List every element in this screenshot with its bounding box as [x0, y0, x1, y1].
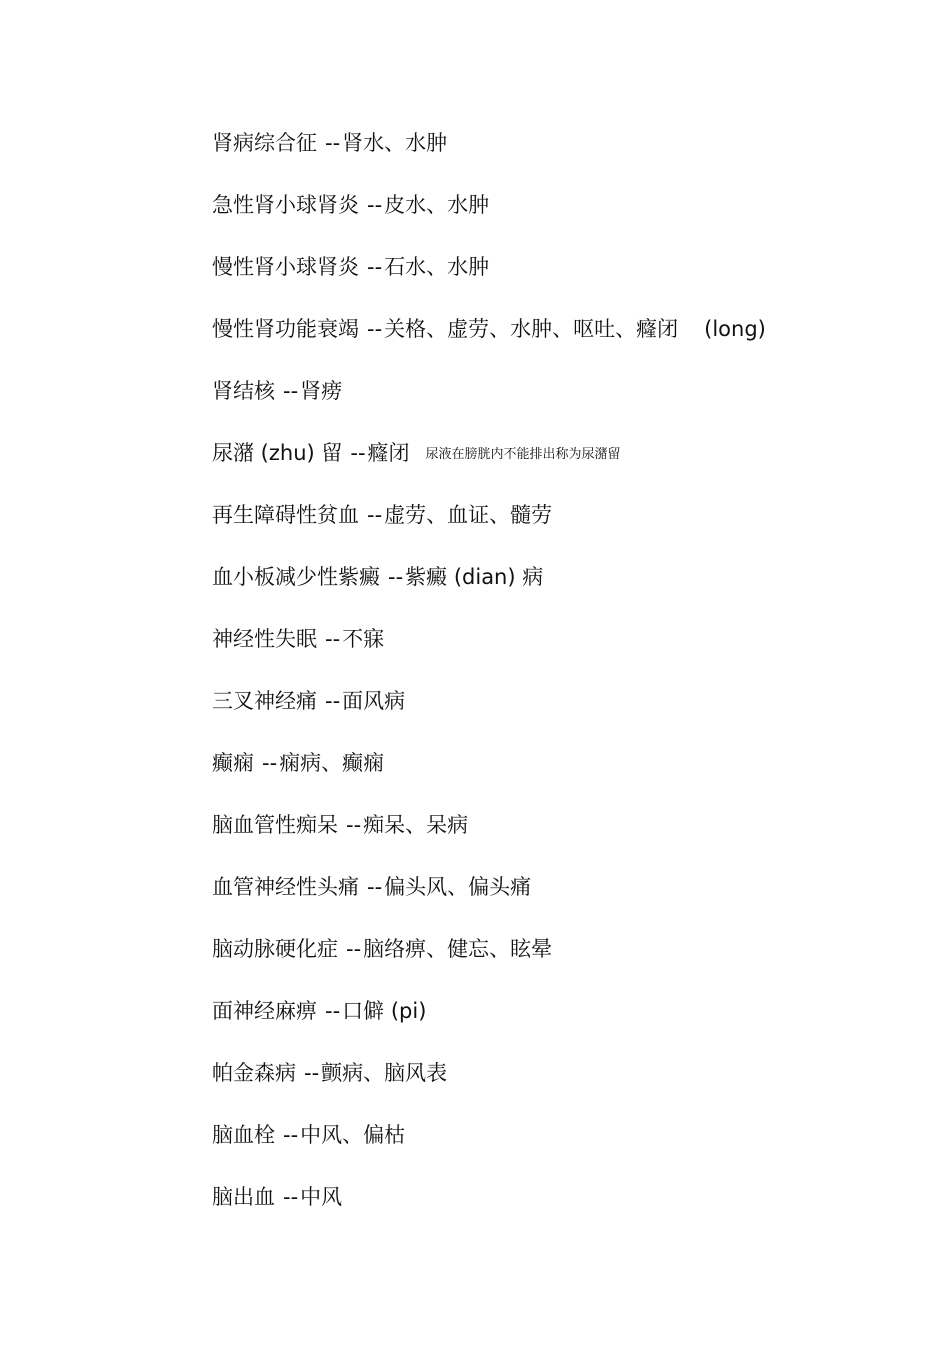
entry-line — [212, 749, 384, 777]
dash-separator: -- — [325, 999, 341, 1023]
tcm-term: 癃闭 — [367, 441, 410, 465]
tcm-term: 口僻 (pi) — [342, 999, 427, 1023]
tcm-term: 不寐 — [342, 627, 385, 651]
explanatory-note: 尿液在膀胱内不能排出称为尿潴留 — [425, 447, 621, 462]
entry-line — [212, 315, 766, 343]
entry-line — [212, 563, 543, 591]
tcm-term: 石水、水肿 — [384, 255, 490, 279]
tcm-term: 皮水、水肿 — [384, 193, 490, 217]
entry-line — [212, 997, 426, 1025]
tcm-term: 中风 — [300, 1185, 343, 1209]
entry-line — [212, 129, 447, 157]
entry-line — [212, 191, 489, 219]
dash-separator: -- — [304, 1061, 320, 1085]
western-term: 癫痫 — [212, 751, 254, 775]
western-term: 帕金森病 — [212, 1061, 296, 1085]
western-term: 慢性肾功能衰竭 — [212, 317, 359, 341]
dash-separator: -- — [350, 441, 366, 465]
tcm-term: 脑络痹、健忘、眩晕 — [363, 937, 553, 961]
dash-separator: -- — [367, 503, 383, 527]
dash-separator: -- — [283, 379, 299, 403]
western-term: 面神经麻痹 — [212, 999, 317, 1023]
western-term: 急性肾小球肾炎 — [212, 193, 359, 217]
entry-line — [212, 1121, 405, 1149]
western-term: 尿潴 (zhu) 留 — [212, 441, 343, 465]
entry-line — [212, 687, 405, 715]
tcm-term: 痴呆、呆病 — [363, 813, 469, 837]
entry-line — [212, 501, 552, 529]
dash-separator: -- — [325, 131, 341, 155]
tcm-term: 肾痨 — [300, 379, 343, 403]
western-term: 血小板减少性紫癜 — [212, 565, 380, 589]
dash-separator: -- — [367, 317, 383, 341]
western-term: 慢性肾小球肾炎 — [212, 255, 359, 279]
dash-separator: -- — [346, 813, 362, 837]
tcm-term: 紫癜 (dian) 病 — [405, 565, 544, 589]
entry-line — [212, 873, 531, 901]
dash-separator: -- — [367, 193, 383, 217]
dash-separator: -- — [325, 627, 341, 651]
tcm-term: 面风病 — [342, 689, 406, 713]
dash-separator: -- — [346, 937, 362, 961]
dash-separator: -- — [367, 255, 383, 279]
entry-line — [212, 377, 342, 405]
tcm-term: 虚劳、血证、髓劳 — [384, 503, 553, 527]
entry-line — [212, 1183, 342, 1211]
dash-separator: -- — [388, 565, 404, 589]
tcm-term: 中风、偏枯 — [300, 1123, 406, 1147]
western-term: 脑血管性痴呆 — [212, 813, 338, 837]
tcm-term: 肾水、水肿 — [342, 131, 448, 155]
western-term: 肾病综合征 — [212, 131, 317, 155]
western-term: 肾结核 — [212, 379, 275, 403]
entry-line — [212, 625, 384, 653]
entry-line — [212, 253, 489, 281]
dash-separator: -- — [283, 1185, 299, 1209]
entry-line — [212, 439, 621, 469]
entry-line — [212, 935, 552, 963]
entry-line — [212, 1059, 447, 1087]
tcm-term: 颤病、脑风表 — [321, 1061, 448, 1085]
tcm-term: 偏头风、偏头痛 — [384, 875, 532, 899]
entry-line — [212, 811, 468, 839]
tcm-term: 关格、虚劳、水肿、呕吐、癃闭 — [384, 317, 679, 341]
dash-separator: -- — [283, 1123, 299, 1147]
tcm-term: 痫病、癫痫 — [279, 751, 385, 775]
western-term: 脑出血 — [212, 1185, 275, 1209]
western-term: 脑血栓 — [212, 1123, 275, 1147]
dash-separator: -- — [367, 875, 383, 899]
western-term: 再生障碍性贫血 — [212, 503, 359, 527]
western-term: 脑动脉硬化症 — [212, 937, 338, 961]
pinyin-annotation: (long) — [704, 317, 766, 341]
western-term: 血管神经性头痛 — [212, 875, 359, 899]
dash-separator: -- — [325, 689, 341, 713]
western-term: 三叉神经痛 — [212, 689, 317, 713]
dash-separator: -- — [262, 751, 278, 775]
western-term: 神经性失眠 — [212, 627, 317, 651]
